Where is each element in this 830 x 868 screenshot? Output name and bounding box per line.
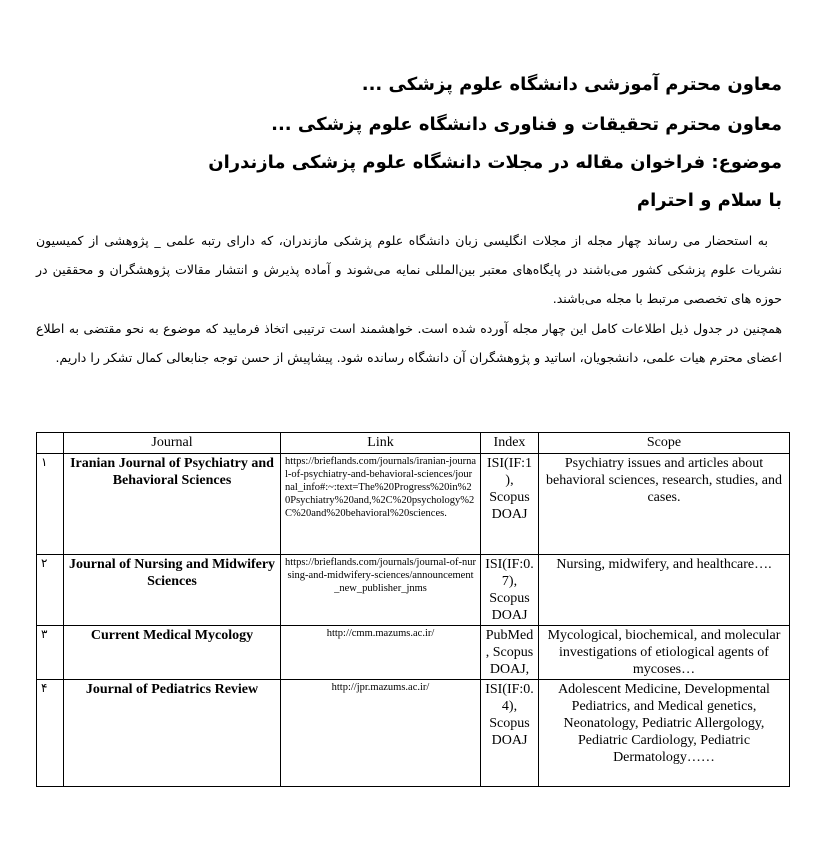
table-row [37,680,790,787]
table-row [37,626,790,680]
journal-link[interactable]: http://cmm.mazums.ac.ir/ [281,626,481,680]
header-index: Index [481,433,539,454]
journal-link[interactable]: https://brieflands.com/journals/journal-of-nursing-and-midwifery-sciences/announcement_new_publisher_jnms [281,555,481,626]
journal-name: Current Medical Mycology [64,626,281,680]
journal-scope: Mycological, biochemical, and molecular investigations of etiological agents of mycoses… [539,626,790,680]
header-link: Link [281,433,481,454]
recipient-line-2: معاون محترم تحقیقات و فناوری دانشگاه علوم پزشکی ... [271,114,782,135]
header-scope: Scope [539,433,790,454]
journal-name: Iranian Journal of Psychiatry and Behavioral Sciences [64,454,281,555]
table-row [37,454,790,555]
journal-name: Journal of Nursing and Midwifery Sciences [64,555,281,626]
row-number: ۱ [37,454,64,555]
journal-name: Journal of Pediatrics Review [64,680,281,787]
row-number: ۲ [37,555,64,626]
journal-scope: Adolescent Medicine, Developmental Pediatrics, and Medical genetics, Neonatology, Pediatric Allergology, Pediatric Cardiology, Pediatric Dermatology…… [539,680,790,787]
journal-link[interactable]: https://brieflands.com/journals/iranian-journal-of-psychiatry-and-behavioral-sciences/journal_info#:~:text=The%20Progress%20in%20Psychiatry%20and,%2C%20psychology%2C%20and%20behavioral%20sciences. [281,454,481,555]
row-number: ۴ [37,680,64,787]
recipient-line-1: معاون محترم آموزشی دانشگاه علوم پزشکی ... [361,74,782,95]
greeting: با سلام و احترام [636,190,782,211]
header-number [37,433,64,454]
table-header-row [37,433,790,454]
journal-index: ISI(IF:0.7), Scopus DOAJ [481,555,539,626]
row-number: ۳ [37,626,64,680]
journal-scope: Nursing, midwifery, and healthcare…. [539,555,790,626]
body-paragraph-1-text: به استحضار می رساند چهار مجله از مجلات انگلیسی زبان دانشگاه علوم پزشکی مازندران، که دارای رتبه علمی _ پژوهشی از کمیسیون نشریات علوم پزشکی کشور می‌باشند در پایگاه‌های معتبر بین‌المللی نمایه می‌شوند و آماده پذیرش و انتشار مقالات پژوهشگران و محققین در حوزه های تخصصی مرتبط با مجله می‌باشند. [36,233,782,306]
table-row [37,555,790,626]
journal-index: ISI(IF:0.4), Scopus DOAJ [481,680,539,787]
journal-index: ISI(IF:1), Scopus DOAJ [481,454,539,555]
journal-scope: Psychiatry issues and articles about behavioral sciences, research, studies, and cases. [539,454,790,555]
body-paragraph-1 [36,226,782,313]
body-paragraph-2: همچنین در جدول ذیل اطلاعات کامل این چهار مجله آورده شده است. خواهشمند است ترتیبی اتخاذ فرمایید که موضوع به نحو مقتضی به اطلاع اعضای محترم هیات علمی، دانشجویان، اساتید و پژوهشگران آن دانشگاه رسانده شود. پیشاپیش از حسن توجه جنابعالی کمال تشکر را داریم. [36,321,782,365]
subject-line: موضوع: فراخوان مقاله در مجلات دانشگاه علوم پزشکی مازندران [208,152,782,173]
journal-index: PubMed, Scopus DOAJ, [481,626,539,680]
journal-link[interactable]: http://jpr.mazums.ac.ir/ [281,680,481,787]
journals-table [36,432,790,787]
header-journal: Journal [64,433,281,454]
